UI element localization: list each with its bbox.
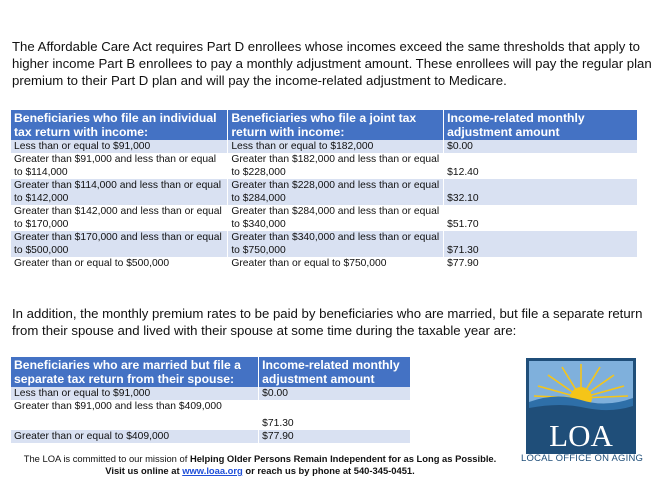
cell-individual: Greater than or equal to $500,000: [11, 257, 228, 270]
intro-paragraph: The Affordable Care Act requires Part D enrollees whose incomes exceed the same thresholds that apply to higher income Part B enrollees to pay a monthly adjustment amount. These enrollees will pay the regular plan premium to their Part D plan and will pay the income-related adjustment to Medicare.: [12, 39, 652, 88]
cell-amount: $51.70: [444, 205, 638, 231]
cell-individual: Greater than $114,000 and less than or equal to $142,000: [11, 179, 228, 205]
footer-contact-suffix: or reach us by phone at 540-345-0451.: [242, 465, 415, 476]
table-row: [11, 257, 638, 270]
footer-mission-prefix: The LOA is committed to our mission of: [23, 453, 190, 464]
cell-individual: Less than or equal to $91,000: [11, 140, 228, 153]
cell-amount: $0.00: [444, 140, 638, 153]
website-link[interactable]: www.loaa.org: [182, 465, 243, 476]
cell-joint: Greater than $340,000 and less than or equal to $750,000: [228, 231, 444, 257]
cell-amount: $77.90: [444, 257, 638, 270]
footer-mission-bold: Helping Older Persons Remain Independent for as Long as Possible.: [189, 453, 497, 464]
header-adjustment: Income-related monthly adjustment amount: [444, 110, 638, 140]
header-married-separate: Beneficiaries who are married but file a separate tax return from their spouse:: [11, 357, 259, 387]
table-row: [11, 387, 411, 400]
cell-amount: $71.30: [259, 400, 411, 430]
footer-contact-prefix: Visit us online at: [105, 465, 183, 476]
table-row: [11, 430, 411, 443]
cell-joint: Greater than $284,000 and less than or equal to $340,000: [228, 205, 444, 231]
cell-amount: $32.10: [444, 179, 638, 205]
part-d-income-table: [11, 110, 638, 270]
loa-logo: [526, 358, 636, 454]
table-row: [11, 400, 411, 430]
footer: [0, 453, 520, 477]
logo-caption: LOCAL OFFICE ON AGING: [521, 453, 644, 464]
table-row: [11, 231, 638, 257]
footer-mission: [0, 453, 520, 465]
table-row: [11, 140, 638, 153]
cell-joint: Greater than $182,000 and less than or equal to $228,000: [228, 153, 444, 179]
separate-return-table: [11, 357, 411, 443]
footer-contact: [0, 465, 520, 477]
loa-logo-mark: [526, 358, 636, 454]
cell-income: Greater than or equal to $409,000: [11, 430, 259, 443]
cell-joint: Greater than $228,000 and less than or equal to $284,000: [228, 179, 444, 205]
cell-individual: Greater than $91,000 and less than or equal to $114,000: [11, 153, 228, 179]
cell-amount: $0.00: [259, 387, 411, 400]
cell-amount: $12.40: [444, 153, 638, 179]
table-row: [11, 205, 638, 231]
cell-individual: Greater than $142,000 and less than or equal to $170,000: [11, 205, 228, 231]
table-row: [11, 153, 638, 179]
table-row: [11, 179, 638, 205]
header-individual: Beneficiaries who file an individual tax return with income:: [11, 110, 228, 140]
cell-individual: Greater than $170,000 and less than or equal to $500,000: [11, 231, 228, 257]
table-header-row: [11, 357, 411, 387]
table-header-row: [11, 110, 638, 140]
header-joint: Beneficiaries who file a joint tax return with income:: [228, 110, 444, 140]
cell-income: Greater than $91,000 and less than $409,000: [11, 400, 259, 430]
cell-joint: Less than or equal to $182,000: [228, 140, 444, 153]
header-adjustment: Income-related monthly adjustment amount: [259, 357, 411, 387]
separate-return-paragraph: In addition, the monthly premium rates to be paid by beneficiaries who are married, but file a separate return from their spouse and lived with their spouse at some time during the taxable year are:: [12, 306, 643, 338]
cell-income: Less than or equal to $91,000: [11, 387, 259, 400]
cell-amount: $71.30: [444, 231, 638, 257]
cell-amount: $77.90: [259, 430, 411, 443]
cell-joint: Greater than or equal to $750,000: [228, 257, 444, 270]
logo-text: LOA: [549, 418, 613, 453]
